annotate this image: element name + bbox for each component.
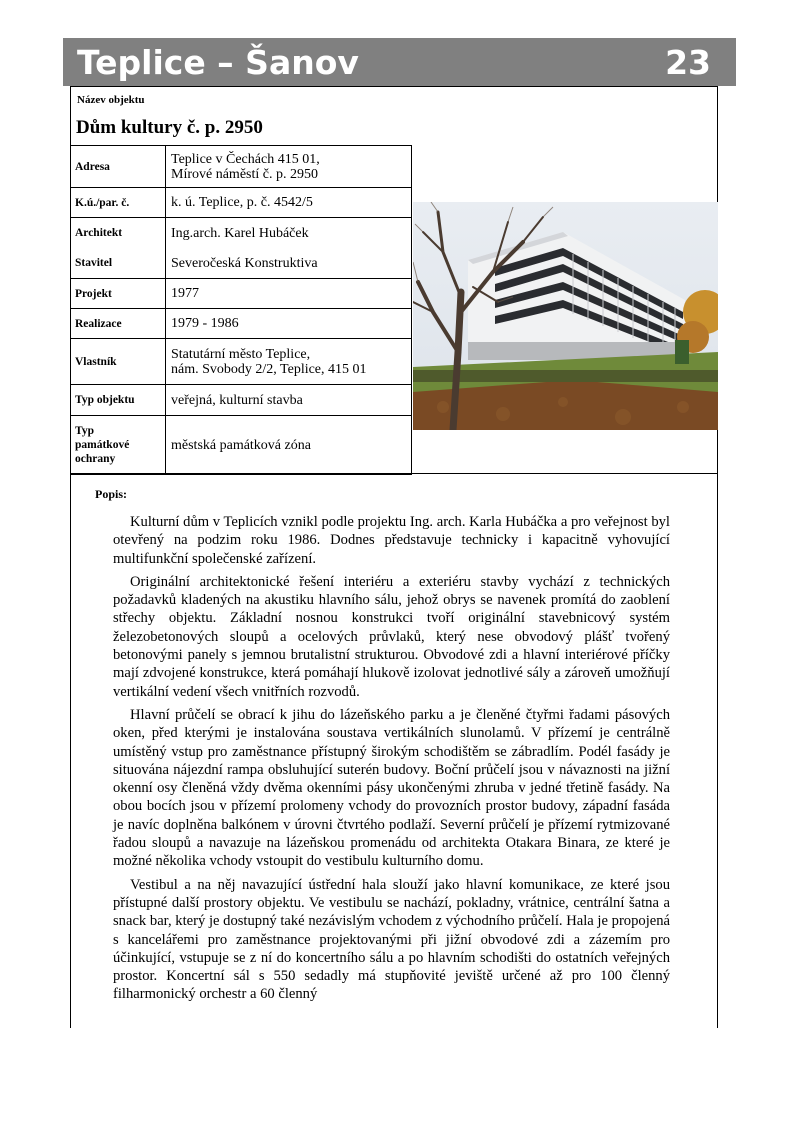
frame-top-border (70, 86, 718, 87)
architect-builder-labels (70, 218, 166, 279)
protection-value: městská památková zóna (166, 416, 412, 475)
protection-label: Typ památkové ochrany (70, 416, 166, 475)
description-paragraph: Kulturní dům v Teplicích vznikl podle projektu Ing. arch. Karla Hubáčka a pro veřejnost byl otevřený na podzim roku 1986. Dodnes představuje technicky i kapacitně vyhovující multifunkční společenské zařízení. (113, 514, 670, 567)
table-row (70, 339, 412, 385)
description-text (113, 513, 670, 1009)
page-number: 23 (665, 43, 711, 82)
description-paragraph: Vestibul a na něj navazující ústřední hala slouží jako hlavní komunikace, ze které jsou přístupné další prostory objektu. Ve vestibulu se nachází, pokladny, vrátnice, centrální šatna a snack bar, který je dostupný také nezávislým vchodem z východního průčelí. Hala je propojená s kancelářemi pro zaměstnance projektovanými při jižní obvodové zdi a zázemím pro účinkující, vstupuje se z ní do koncertního sálu a po hlavním schodišti do ostatních veřejných prostor. Koncertní sál s 550 sedadly má stupňovité jeviště určené až pro 100 členný filharmonický orchestr a 60 členný (113, 876, 670, 1003)
table-row (70, 385, 412, 416)
object-name-label: Název objektu (77, 94, 145, 106)
object-type-value: veřejná, kulturní stavba (166, 385, 412, 416)
realization-value: 1979 - 1986 (166, 309, 412, 339)
description-paragraph: Originální architektonické řešení interiéru a exteriéru stavby vychází z technických požadavků kladených na akustiku hlavního sálu, jehož obrys se navenek promítá do zaoblení střechy objektu. Základní nosnou konstrukci tvoří originální stavebnicový systém železobetonových sloupů a ocelových průvlaků, který nese obvodový plášť tvořený betonovými panely s jemnou brutalistní strukturou. Obvodové zdi a hlavní interiérové příčky mají zdvojené konstrukce, která pomáhají hlukově izolovat jednotlivé sály a zároveň umožňují vertikální vedení všech vnitřních rozvodů. (113, 573, 670, 700)
building-photo (413, 202, 718, 430)
table-row (70, 416, 412, 475)
architect-builder-values (166, 218, 412, 279)
project-label: Projekt (70, 279, 166, 309)
table-row (70, 309, 412, 339)
table-row (70, 279, 412, 309)
table-row (70, 146, 412, 188)
builder-value: Severočeská Konstruktiva (171, 255, 318, 271)
table-row (70, 188, 412, 218)
builder-label: Stavitel (75, 257, 113, 269)
address-label: Adresa (70, 146, 166, 188)
object-name: Dům kultury č. p. 2950 (76, 117, 263, 138)
info-table (70, 145, 412, 475)
owner-label: Vlastník (70, 339, 166, 385)
architect-label: Architekt (75, 227, 123, 239)
parcel-label: K.ú./par. č. (70, 188, 166, 218)
parcel-value: k. ú. Teplice, p. č. 4542/5 (166, 188, 412, 218)
owner-value: Statutární město Teplice, nám. Svobody 2/2, Teplice, 415 01 (166, 339, 412, 385)
page-header (63, 38, 736, 86)
page-title: Teplice – Šanov (77, 43, 359, 82)
description-label: Popis: (95, 487, 128, 501)
object-type-label: Typ objektu (70, 385, 166, 416)
architect-value: Ing.arch. Karel Hubáček (171, 225, 309, 241)
address-value: Teplice v Čechách 415 01, Mírové náměstí č. p. 2950 (166, 146, 412, 188)
realization-label: Realizace (70, 309, 166, 339)
description-paragraph: Hlavní průčelí se obrací k jihu do lázeňského parku a je členěné čtyřmi řadami pásových oken, před kterými je instalována soustava vertikálních slunolamů. V přízemí je centrálně umístěný vstup pro zaměstnance přístupný širokým schodištěm se zábradlím. Podél fasády je situována nájezdní rampa obsluhující suterén budovy. Boční průčelí jsou v návaznosti na jižní okenní osy členěná vždy dvěma okenními pásy ukončenými zhruba v jedné třetině fasády. Na obou bocích jsou v přízemí prolomeny vchody do provozních prostor budovy, západní fasáda je navíc doplněna balkónem v úrovni čtvrtého podlaží. Severní průčelí je přízemí rytmizované řadou sloupů a navazuje na lázeňskou promenádu od architekta Otakara Binara, ze které je možné několika vchody vstoupit do vestibulu kulturního domu. (113, 706, 670, 870)
project-value: 1977 (166, 279, 412, 309)
table-row (70, 218, 412, 279)
